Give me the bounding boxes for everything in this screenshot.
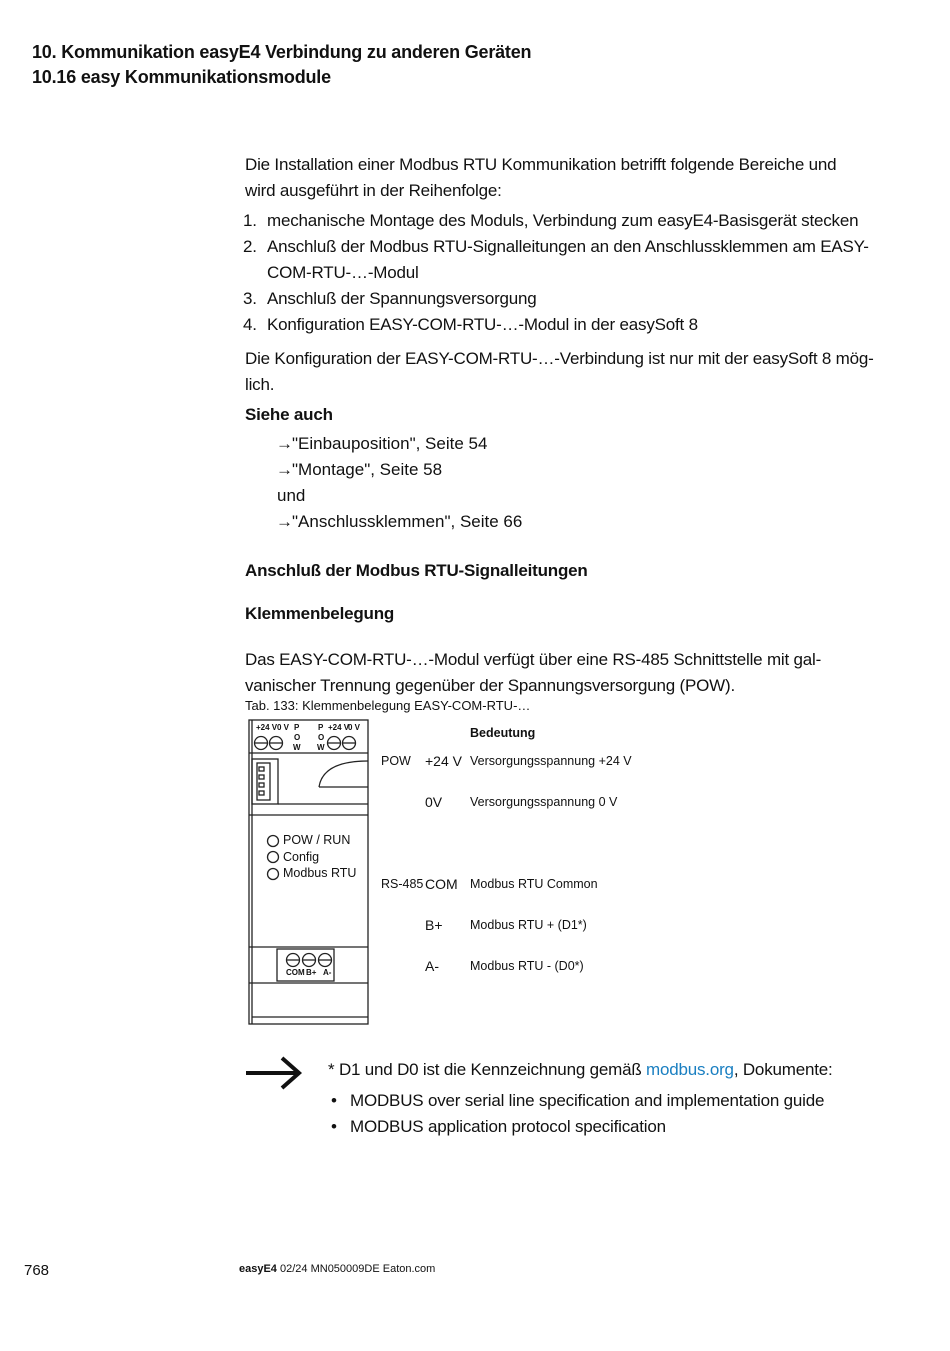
terminal-label-bplus: B+ xyxy=(306,968,317,977)
module-description-line1: Das EASY-COM-RTU-…-Modul verfügt über eine RS-485 Schnittstelle mit gal- xyxy=(245,650,822,669)
chapter-title: 10. Kommunikation easyE4 Verbindung zu anderen Geräten xyxy=(32,42,532,62)
led-label-modbus-rtu: Modbus RTU xyxy=(283,866,357,880)
table-header-bedeutung: Bedeutung xyxy=(470,726,536,740)
note-arrow-icon xyxy=(246,1055,304,1091)
intro-paragraph: Die Installation einer Modbus RTU Kommunikation betrifft folgende Bereiche und wird ausgeführt in der Reihenfolge: xyxy=(245,155,837,200)
subsection-title: Klemmenbelegung xyxy=(245,604,395,623)
table-terminal: B+ xyxy=(425,917,443,933)
table-terminal: A- xyxy=(425,958,439,974)
terminal-label-aminus: A- xyxy=(323,968,332,977)
see-also-link-montage[interactable]: →"Montage", Seite 58 xyxy=(276,460,443,479)
table-meaning: Modbus RTU - (D0*) xyxy=(470,959,584,973)
footer-doc-info: easyE4 02/24 MN050009DE Eaton.com xyxy=(239,1263,436,1275)
terminal-label-0v: 0 V xyxy=(348,723,361,732)
step-text-continued: COM-RTU-…-Modul xyxy=(267,263,419,282)
see-also-title: Siehe auch xyxy=(245,405,333,424)
table-meaning: Versorgungsspannung 0 V xyxy=(470,795,618,809)
arrow-right-icon: → xyxy=(276,512,293,531)
terminal-label-com: COM xyxy=(286,968,305,977)
terminal-label-24v: +24 V xyxy=(256,723,278,732)
step-number: 3. xyxy=(243,289,257,308)
section-title: Anschluß der Modbus RTU-Signalleitungen xyxy=(245,561,588,580)
note-bullet-item: MODBUS application protocol specification xyxy=(350,1117,666,1136)
terminal-label-o: O xyxy=(318,733,325,742)
terminal-label-p: P xyxy=(318,723,324,732)
led-label-pow-run: POW / RUN xyxy=(283,833,351,847)
table-group: RS-485 xyxy=(381,877,424,891)
config-note-line1: Die Konfiguration der EASY-COM-RTU-…-Verbindung ist nur mit der easySoft 8 mög- xyxy=(245,349,874,368)
terminal-label-w: W xyxy=(293,743,301,752)
table-meaning: Modbus RTU + (D1*) xyxy=(470,918,587,932)
led-label-config: Config xyxy=(283,850,320,864)
step-number: 1. xyxy=(243,211,257,230)
note-bullet-item: MODBUS over serial line specification and implementation guide xyxy=(350,1091,825,1110)
table-meaning: Modbus RTU Common xyxy=(470,877,598,891)
see-also-und: und xyxy=(277,486,306,505)
table-group: POW xyxy=(381,754,411,768)
bullet-icon: • xyxy=(331,1091,337,1110)
bullet-icon: • xyxy=(331,1117,337,1136)
arrow-right-icon: → xyxy=(276,460,293,479)
step-text: Konfiguration EASY-COM-RTU-…-Modul in der easySoft 8 xyxy=(267,315,698,334)
modbus-org-link[interactable]: modbus.org xyxy=(646,1060,734,1079)
table-terminal: COM xyxy=(425,876,458,892)
section-heading: 10.16 easy Kommunikationsmodule xyxy=(32,67,331,87)
step-number: 4. xyxy=(243,315,257,334)
table-caption: Tab. 133: Klemmenbelegung EASY-COM-RTU-… xyxy=(245,698,531,713)
arrow-right-icon: → xyxy=(276,434,293,453)
note-text: * D1 und D0 ist die Kennzeichnung gemäß modbus.org, Dokumente: xyxy=(328,1060,833,1079)
page-number: 768 xyxy=(24,1262,50,1279)
terminal-label-24v: +24 V xyxy=(328,723,350,732)
module-description-line2: vanischer Trennung gegenüber der Spannungsversorgung (POW). xyxy=(245,676,735,695)
step-text: Anschluß der Modbus RTU-Signalleitungen an den Anschlussklemmen am EASY- xyxy=(267,237,869,256)
see-also-link-anschlussklemmen[interactable]: →"Anschlussklemmen", Seite 66 xyxy=(276,512,523,531)
table-terminal: +24 V xyxy=(425,753,462,769)
terminal-label-w: W xyxy=(317,743,325,752)
table-terminal: 0V xyxy=(425,794,443,810)
terminal-label-0v: 0 V xyxy=(277,723,290,732)
terminal-label-p: P xyxy=(294,723,300,732)
step-text: Anschluß der Spannungsversorgung xyxy=(267,289,537,308)
step-text: mechanische Montage des Moduls, Verbindung zum easyE4-Basisgerät stecken xyxy=(267,211,859,230)
see-also-link-einbauposition[interactable]: →"Einbauposition", Seite 54 xyxy=(276,434,488,453)
step-number: 2. xyxy=(243,237,257,256)
table-meaning: Versorgungsspannung +24 V xyxy=(470,754,632,768)
config-note-line2: lich. xyxy=(245,375,275,394)
terminal-label-o: O xyxy=(294,733,301,742)
